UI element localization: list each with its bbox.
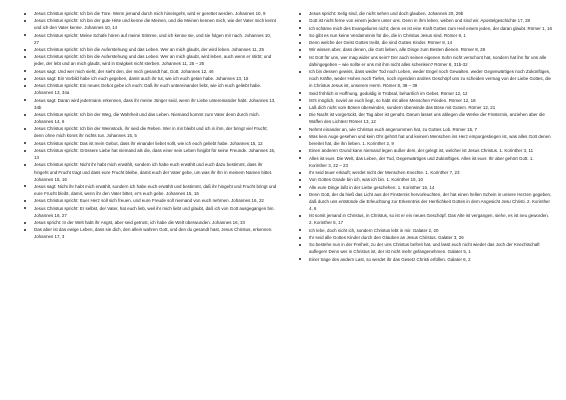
verse-item: Jesus sagt: Daran wird jedermann erkennen, dass ihr meine Jünger seid, wenn ihr Liebe untereinander habt. Johannes 13, 34b xyxy=(22,97,277,111)
verse-item: Jesus Christus spricht: Ich bin die Auferstehung und das Leben. Wer an mich glaubt, der wird leben. Johannes 11, 25 xyxy=(22,46,277,53)
verse-item: Ich schäme mich des Evangeliums nicht; denn es ist eine Kraft Gottes zum Heil einem jeden, der daran glaubt. Römer 1, 16 xyxy=(297,25,552,32)
verse-list-left xyxy=(22,10,277,240)
verse-item: Alles ist euer. Die Welt, das Leben, der Tod, Gegenwärtiges und Zukünftiges. Alles ist euer. Ihr aber gehört Gott. 1. Korinther 3, 22 – 23 xyxy=(297,155,552,169)
verse-item: Jesus Christus spricht: Nicht ihr habt mich erwählt, sondern ich habe euch erwählt und euch dazu bestimmt, dass ihr hingeht und Frucht tragt und dass eure Frucht bleibe, damit euch der Vater gebe, um was ihr ihn in meinem Namen bittet. Johannes 15, 16 xyxy=(22,161,277,182)
verse-item: Jesus Christus spricht: Er selbst, der Vater, hat euch lieb, weil ihr mich liebt und glaubt, daß ich von Gott ausgegangen bin. Johannes 16, 27 xyxy=(22,205,277,219)
left-column xyxy=(22,10,277,392)
verse-list-right xyxy=(297,10,552,263)
verse-item: Jesus Christus spricht: Ein neues Gebot gebe ich euch: Daß ihr euch untereinander liebt, wie ich euch geliebt habe. Johannes 13, 34a xyxy=(22,82,277,96)
verse-item: Die Nacht ist vorgerückt, der Tag aber ist genaht. Darum lasset uns ablegen die Werke der Finsternis, anziehen aber die Waffen des Lichtes! Römer 13, 12 xyxy=(297,111,552,125)
verse-item: Denn welche der Geist Gottes treibt, die sind Gottes Kinder. Römer 8, 14 xyxy=(297,39,552,46)
verse-item: Jesus Christus spricht: Grössere Liebe hat niemand als die, dass einer sein Leben hingibt für seine Freunde. Johannes 15, 13 xyxy=(22,147,277,161)
verse-item: Seid fröhlich in Hoffnung, geduldig in Trübsal, beharrlich im Gebet. Römer 12, 12 xyxy=(297,90,552,97)
verse-item: Nehmt einander an, wie Christus euch angenommen hat, zu Gottes Lob. Römer 15, 7 xyxy=(297,126,552,133)
verse-item: Jesus Christus spricht: Ich bin der gute Hirte und kenne die Meinen, und die Meinen kennen mich, wie der Vater mich kennt und ich den Vater kenne. Johannes 10, 14 xyxy=(22,17,277,31)
verse-item: Jesus sagt: Nicht ihr habt mich erwählt, sondern ich habe euch erwählt und bestimmt, daß ihr hingeht und Frucht bringt und eure Frucht bleibt, damit, wenn ihr den Vater bittet, er's euch gebe. Johannes 15, 16 xyxy=(22,183,277,197)
verse-item: Von Gottes Gnade bin ich, was ich bin. 1. Korinther 15, 10 xyxy=(297,176,552,183)
verse-item: Ist somit jemand in Christus, in Christus, so ist er ein neues Geschöpf. Das Alte ist vergangen, siehe, es ist neu geworden. 2. Korinther 5, 17 xyxy=(297,212,552,226)
verse-item: So bestehe nun in der Freiheit, zu der uns Christus befreit hat, und lasst euch nicht wieder das Joch der Knechtschaft auflegen! Denn wer in Christus ist, der ist nicht mehr gefangenehmen. Galater 5, 1 xyxy=(297,241,552,255)
verse-item: Jesus Christus spricht: Meine Schafe hören auf meine Stimme, und ich kenne sie, und sie folgen mir nach. Johannes 10, 27 xyxy=(22,32,277,46)
verse-item: Alle eure Dinge laßt in der Liebe geschehen. 1. Korinther 16, 14 xyxy=(297,184,552,191)
verse-item: Jesus sagt: Ein Vorbild habe ich euch gegeben, damit auch ihr tut, wie ich euch getan habe. Johannes 13, 15 xyxy=(22,75,277,82)
verse-item: Gott ist nicht ferne von einem jedem unter uns. Denn in ihm leben, weben und sind wir. Apostelgeschichte 17, 28 xyxy=(297,17,552,24)
verse-item: Jesus spricht: In der Welt habt ihr Angst, aber seid getrost, ich habe die Welt überwunden. Johannes 16, 33 xyxy=(22,219,277,226)
verse-item: So gibt es nun keine Verdammnis für die, die in Christus Jesus sind. Römer 8, 1 xyxy=(297,32,552,39)
verse-item: Jesus Christus spricht: Ich bin der Weg, die Wahrheit und das Leben. Niemand kommt zum Vater denn durch mich. Johannes 14, 6 xyxy=(22,111,277,125)
verse-item: Ich lebe, doch nicht ich, sondern Christus lebt in mir. Galater 2, 20 xyxy=(297,227,552,234)
right-column xyxy=(297,10,552,392)
verse-item: Einer trage des andern Last, so werdet ihr das Gesetz Christi erfüllen. Galater 6, 2 xyxy=(297,256,552,263)
verse-item: Ist Gott für uns, wer mag wider uns sein? Der auch seinen eigenen Sohn nicht verschont hat, sondern hat ihn für uns alle dahingegeben – wie sollte er uns mit ihm nicht alles schenken? Römer 8, 31b-32 xyxy=(297,54,552,68)
verse-item: Einen anderen Grund kann niemand legen außer dem, der gelegt ist, welcher ist Jesus Christus. 1. Korinther 3, 11 xyxy=(297,147,552,154)
verse-item: Laß dich nicht vom Bösen überwinden, sondern überwinde das Böse mit Gutem. Römer 12, 21 xyxy=(297,104,552,111)
verse-item: Das aber ist das ewige Leben, dass sie dich, den allein wahren Gott, und den du gesandt hast, Jesus Christus, erkennen. Johannes 17, 3 xyxy=(22,226,277,240)
verse-item: Denn Gott, der da hieß das Licht aus der Finsternis hervorleuchten, der hat einen hellen Schein in unsere Herzen gegeben, daß durch uns entstünde die Erleuchtung zur Erkenntnis der Herrlichkeit Gottes in dem Angesicht Jesu Christi. 2. Korinther 4, 6 xyxy=(297,191,552,212)
verse-item: Jesus Christus spricht: Ich bin die Türe. Wenn jemand durch mich hineingeht, wird er gerettet werden. Johannes 10, 9 xyxy=(22,10,277,17)
verse-item: Jesus Christus spricht: Ich bin der Weinstock, ihr seid die Reben. Wer in mir bleibt und ich in ihm, der bringt viel Frucht; denn ohne mich könnt ihr nichts tun. Johannes 15, 5 xyxy=(22,125,277,139)
verse-item: Wir wissen aber, dass denen, die Gott lieben, alle Dinge zum Besten dienen. Römer 8, 28 xyxy=(297,46,552,53)
verse-item: Ich bin dessen gewiss, dass weder Tod noch Leben, weder Engel noch Gewalten, weder Gegenwärtiges noch Zukünftiges, noch Kräfte, weder Hohes noch Tiefes, noch irgendein andres Geschöpf uns zu scheiden vermag von der Liebe Gottes, die in Christus Jesus ist, unserem Herrn. Römer 8, 38 – 39 xyxy=(297,68,552,89)
verse-item: Jesus Christus spricht: Ich bin die Auferstehung und das Leben. Wer an mich glaubt, wird leben, auch wenn er stirbt; und jeder, der lebt und an mich glaubt, wird in Ewigkeit nicht sterben. Johannes 11, 25 – 26 xyxy=(22,53,277,67)
verse-item: Jesus Christus spricht: Das ist mein Gebot, dass ihr einander liebet sollt, wie ich euch geliebt habe. Johannes 15, 12 xyxy=(22,140,277,147)
verse-item: Ist's möglich, soviel an euch liegt, so habt mit allen Menschen Frieden. Römer 12, 18 xyxy=(297,97,552,104)
verse-item: Jesus Christus spricht: Euer Herz soll sich freuen, und eure Freude soll niemand von euch nehmen. Johannes 16, 22 xyxy=(22,197,277,204)
verse-item: Jesus spricht: Selig sind, die nicht sehen und doch glauben. Johannes 20, 29b xyxy=(297,10,552,17)
verse-item: Jesus sagt: Und wer mich sieht, der sieht den, der mich gesandt hat, Gott. Johannes 12, 46 xyxy=(22,68,277,75)
verse-item: Ihr seid alle Gottes Kinder durch den Glauben an Jesus Christus. Galater 3, 26 xyxy=(297,234,552,241)
verse-item: Was kein Auge gesehen und kein Ohr gehört hat und keinem Menschen ins Herz emporgestiegen ist, was alles Gott denen bereitet hat, die ihn lieben. 1. Korinther 2, 9 xyxy=(297,133,552,147)
verse-item: Ihr seid teuer erkauft; werdet nicht der Menschen Knechte. 1. Korinther 7, 23 xyxy=(297,169,552,176)
